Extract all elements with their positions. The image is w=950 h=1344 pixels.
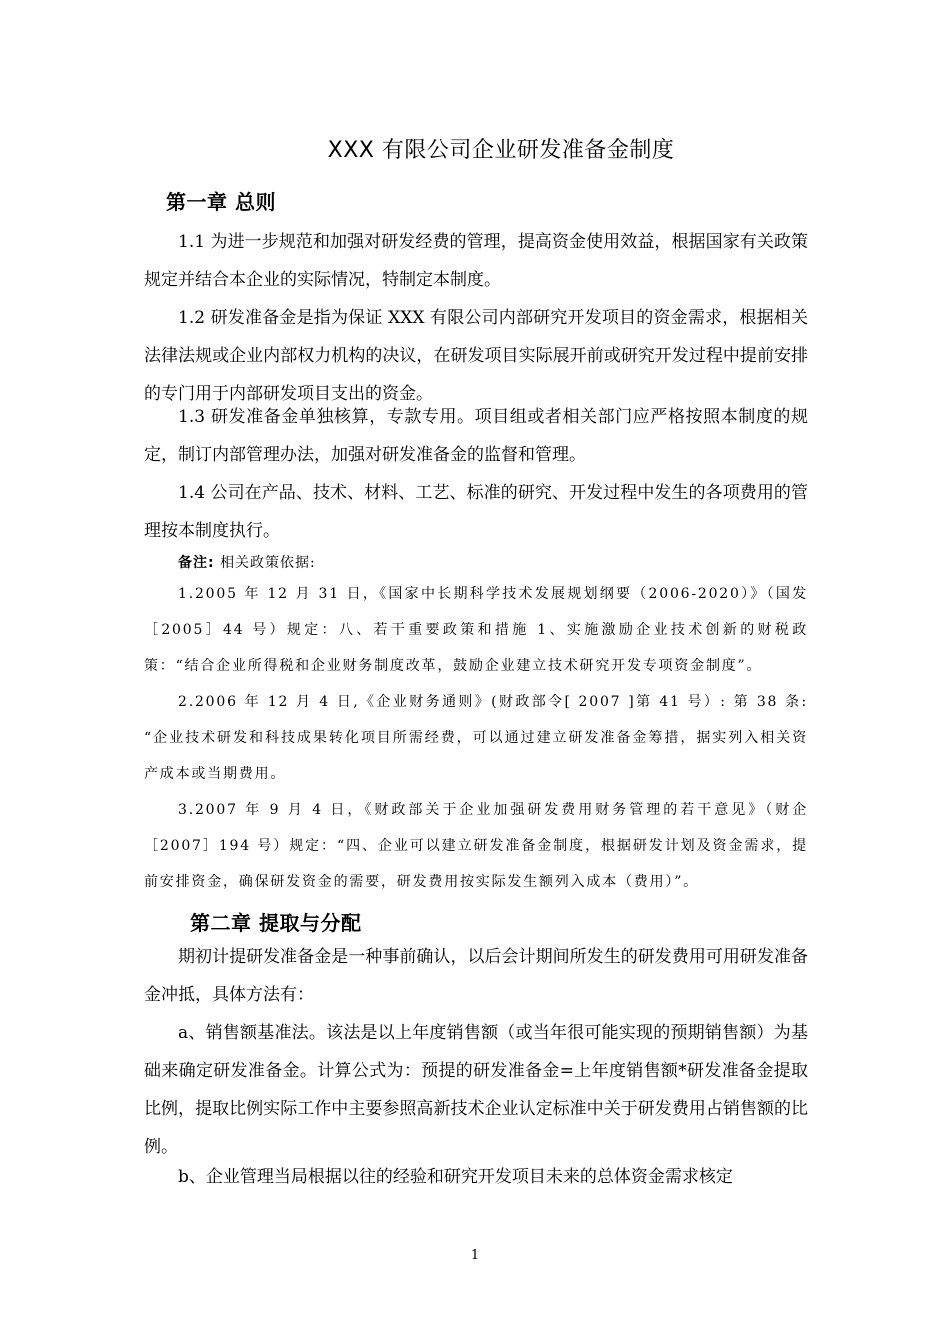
document-title: XXX 有限公司企业研发准备金制度: [327, 138, 675, 163]
note-label: [178, 552, 316, 572]
note-label-bold: 备注:: [178, 555, 215, 571]
paragraph-1-3: 1.3 研发准备金单独核算，专款专用。项目组或者相关部门应严格按照本制度的规定，制订内部管理办法，加强对研发准备金的监督和管理。: [144, 407, 808, 465]
paragraph-2-2: a、销售额基准法。该法是以上年度销售额（或当年很可能实现的预期销售额）为基础来确定研发准备金。计算公式为：预提的研发准备金=上年度销售额*研发准备金提取比例，提取比例实际工作中主要参照高新技术企业认定标准中关于研发费用占销售额的比例。: [144, 1023, 808, 1157]
chapter-2-heading: 第二章 提取与分配: [190, 911, 362, 935]
paragraph-1-4: 1.4 公司在产品、技术、材料、工艺、标准的研究、开发过程中发生的各项费用的管理按本制度执行。: [144, 483, 808, 541]
paragraph-2-1: 期初计提研发准备金是一种事前确认，以后会计期间所发生的研发费用可用研发准备金冲抵，具体方法有：: [144, 947, 808, 1005]
page-number: 1: [470, 1248, 480, 1263]
chapter-1-heading: 第一章 总则: [166, 190, 276, 214]
paragraph-1-1: 1.1 为进一步规范和加强对研发经费的管理，提高资金使用效益，根据国家有关政策规定并结合本企业的实际情况，特制定本制度。: [144, 232, 808, 290]
paragraph-1-2: 1.2 研发准备金是指为保证 XXX 有限公司内部研究开发项目的资金需求，根据相关法律法规或企业内部权力机构的决议，在研发项目实际展开前或研究开发过程中提前安排的专门用于内部研发项目支出的资金。: [144, 308, 808, 404]
note-label-text: 相关政策依据:: [220, 555, 316, 571]
note-item-1: 1.2005 年 12 月 31 日，《国家中长期科学技术发展规划纲要（2006-2020）》（国发［2005］44 号）规定：八、若干重要政策和措施 1、实施激励企业技术创新的财税政策：“结合企业所得税和企业财务制度改革，鼓励企业建立技术研究开发专项资金制度”。: [144, 586, 808, 674]
note-item-2: 2.2006 年 12 月 4 日,《企业财务通则》(财政部令[ 2007 ]第 41 号）: 第 38 条: “企业技术研发和科技成果转化项目所需经费，可以通过建立研发准备金筹措，据实列入相关资产成本或当期费用。: [144, 694, 808, 782]
note-item-3: 3.2007 年 9 月 4 日，《财政部关于企业加强研发费用财务管理的若干意见》（财企［2007］194 号）规定：“四、企业可以建立研发准备金制度，根据研发计划及资金需求，提前安排资金，确保研发资金的需要，研发费用按实际发生额列入成本（费用）”。: [144, 802, 808, 890]
paragraph-2-3: b、企业管理当局根据以往的经验和研究开发项目未来的总体资金需求核定: [178, 1167, 733, 1187]
